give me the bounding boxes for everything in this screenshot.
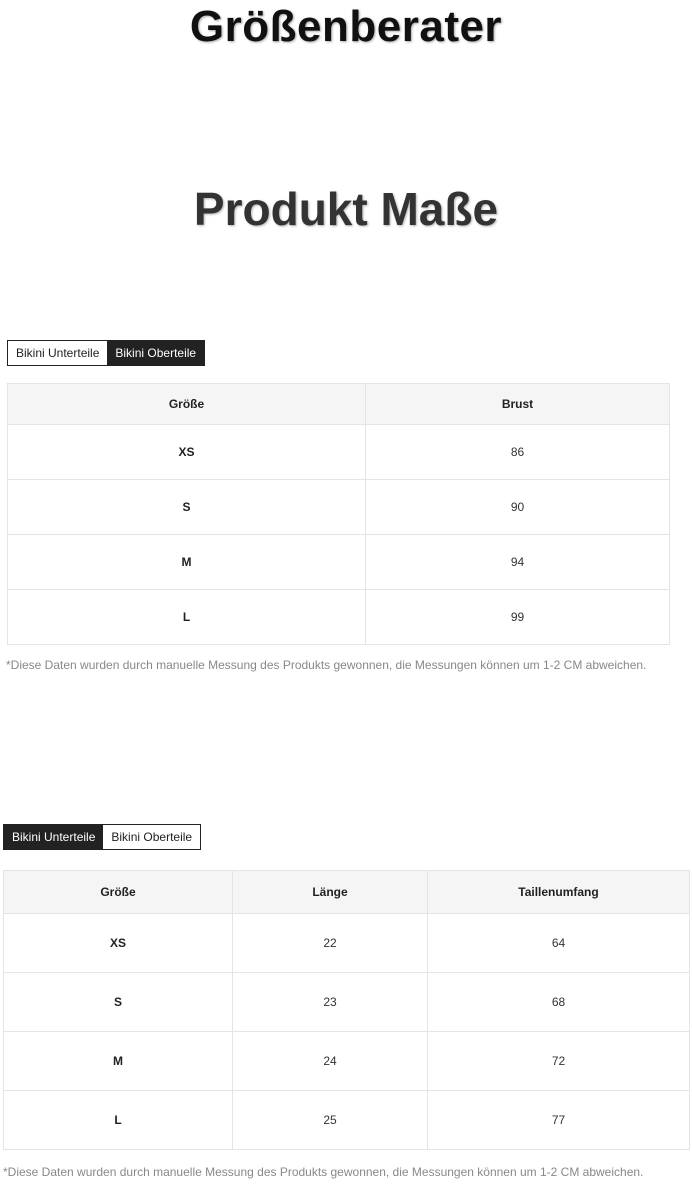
tops-tab-bar — [7, 340, 205, 366]
tab-bikini-oberteile[interactable]: Bikini Oberteile — [103, 825, 200, 849]
waist-cell: 68 — [428, 973, 690, 1032]
table-row — [8, 535, 670, 590]
column-header-size: Größe — [8, 384, 366, 425]
waist-cell: 72 — [428, 1032, 690, 1091]
column-header-waist: Taillenumfang — [428, 871, 690, 914]
length-cell: 23 — [233, 973, 428, 1032]
table-row — [4, 973, 690, 1032]
tops-size-table — [7, 383, 670, 645]
tab-bikini-unterteile[interactable]: Bikini Unterteile — [4, 825, 103, 849]
table-header-row — [4, 871, 690, 914]
table-row — [8, 590, 670, 645]
size-cell: XS — [8, 425, 366, 480]
length-cell: 25 — [233, 1091, 428, 1150]
table-row — [8, 480, 670, 535]
measurement-note: *Diese Daten wurden durch manuelle Messung des Produkts gewonnen, die Messungen können um 1-2 CM abweichen. — [3, 1165, 644, 1179]
column-header-size: Größe — [4, 871, 233, 914]
table-row — [8, 425, 670, 480]
bottoms-size-table — [3, 870, 690, 1150]
size-cell: S — [4, 973, 233, 1032]
waist-cell: 64 — [428, 914, 690, 973]
chest-cell: 99 — [366, 590, 670, 645]
size-cell: M — [8, 535, 366, 590]
column-header-chest: Brust — [366, 384, 670, 425]
chest-cell: 90 — [366, 480, 670, 535]
table-header-row — [8, 384, 670, 425]
table-row — [4, 1091, 690, 1150]
table-row — [4, 1032, 690, 1091]
measurement-note: *Diese Daten wurden durch manuelle Messung des Produkts gewonnen, die Messungen können um 1-2 CM abweichen. — [6, 658, 647, 672]
size-cell: S — [8, 480, 366, 535]
size-cell: L — [4, 1091, 233, 1150]
tab-bikini-unterteile[interactable]: Bikini Unterteile — [8, 341, 107, 365]
size-cell: M — [4, 1032, 233, 1091]
table-row — [4, 914, 690, 973]
waist-cell: 77 — [428, 1091, 690, 1150]
page-subtitle: Produkt Maße — [193, 183, 499, 235]
chest-cell: 86 — [366, 425, 670, 480]
bottoms-tab-bar — [3, 824, 201, 850]
length-cell: 22 — [233, 914, 428, 973]
size-cell: L — [8, 590, 366, 645]
chest-cell: 94 — [366, 535, 670, 590]
column-header-length: Länge — [233, 871, 428, 914]
size-cell: XS — [4, 914, 233, 973]
page-title: Größenberater — [189, 2, 503, 51]
tab-bikini-oberteile[interactable]: Bikini Oberteile — [107, 341, 204, 365]
length-cell: 24 — [233, 1032, 428, 1091]
